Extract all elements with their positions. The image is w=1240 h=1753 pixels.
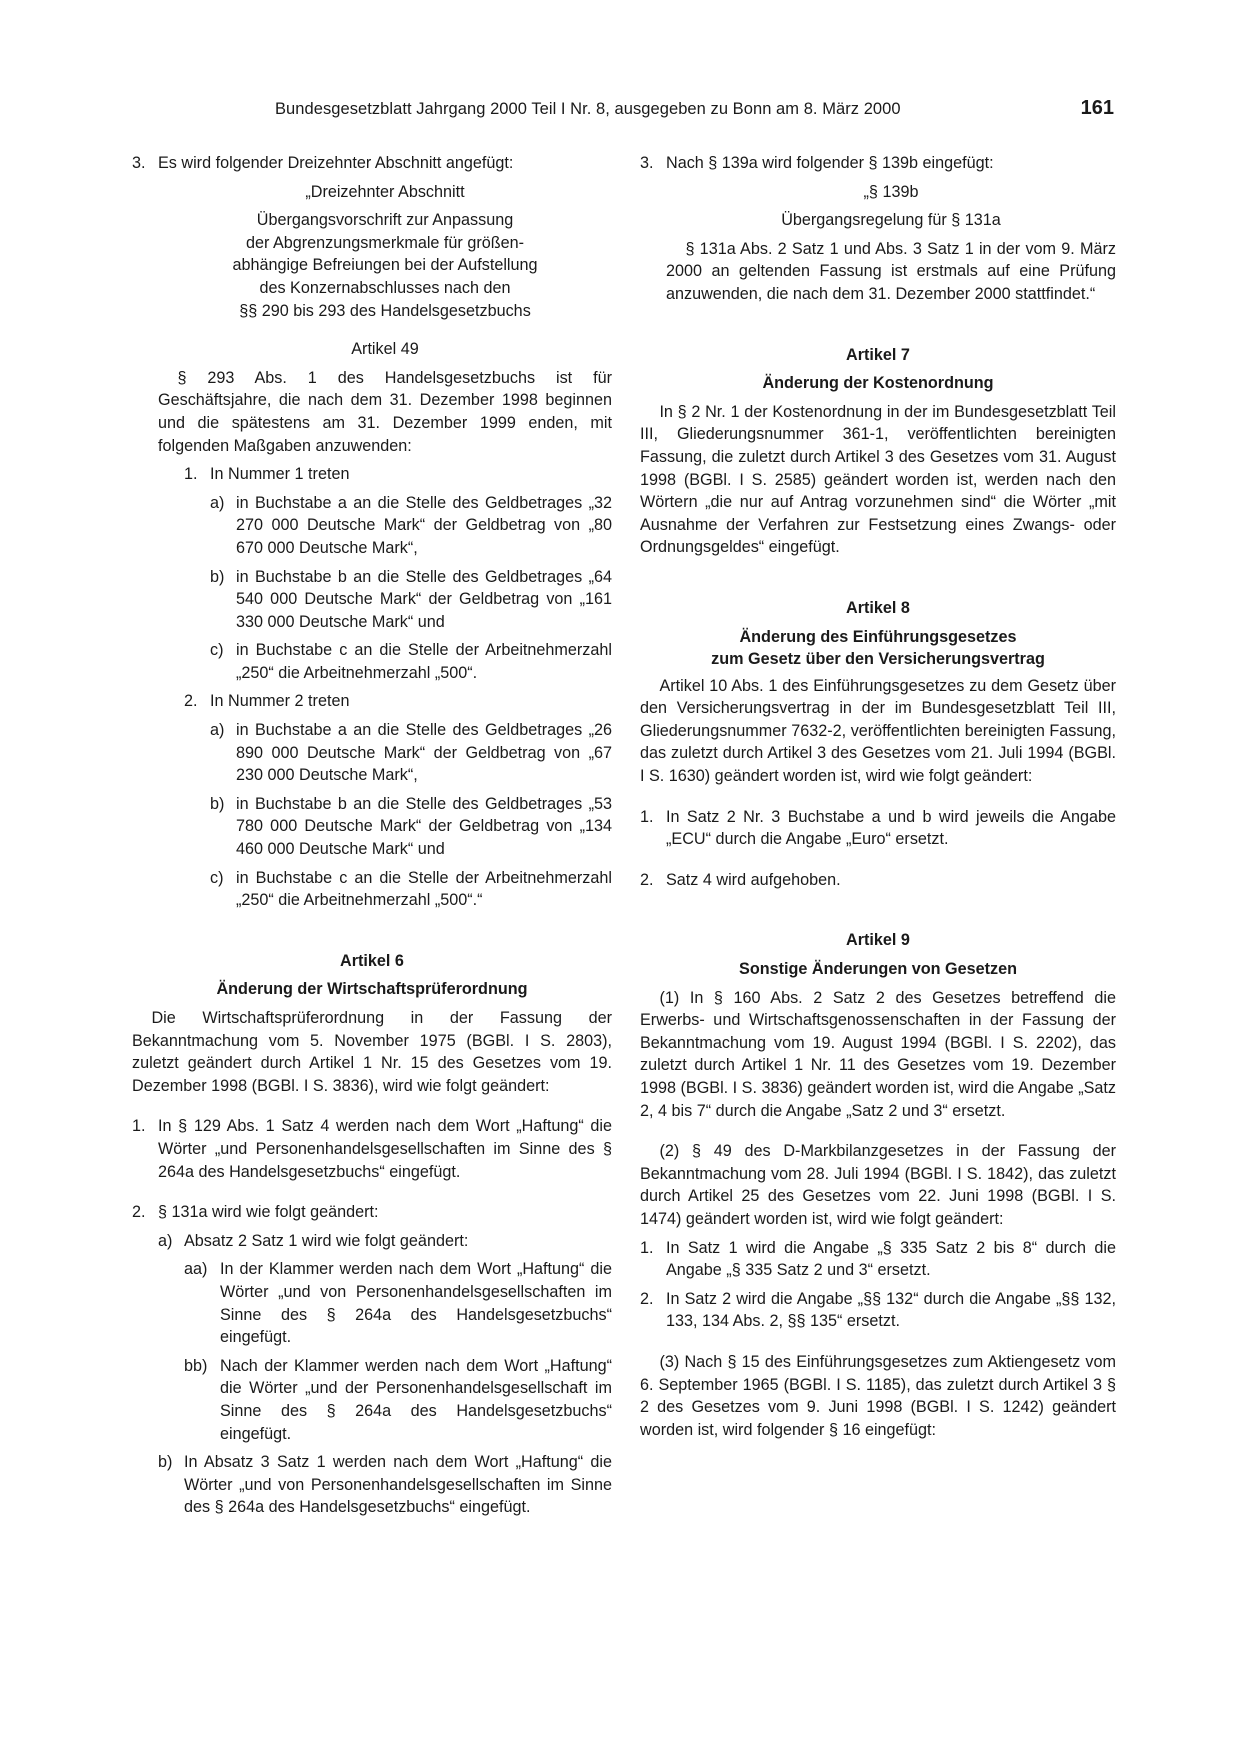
paragraph-title: Übergangsregelung für § 131a xyxy=(781,211,1001,230)
list-item: a) in Buchstabe a an die Stelle des Geldbetrages „32 270 000 Deutsche Mark“ der Geldbetrag von „80 670 000 Deutsche Mark“, xyxy=(210,493,612,557)
list-item: aa) In der Klammer werden nach dem Wort „Haftung“ die Wörter „und von Personenhandelsgesellschaften im Sinne des § 264a des Handelsgesetzbuchs“ eingefügt. xyxy=(184,1260,612,1347)
artikel-8-heading: Artikel 8 xyxy=(846,598,910,617)
running-title: Bundesgesetzblatt Jahrgang 2000 Teil I Nr. 8, ausgegeben zu Bonn am 8. März 2000 xyxy=(275,100,901,118)
list-item: a) in Buchstabe a an die Stelle des Geldbetrages „26 890 000 Deutsche Mark“ der Geldbetrag von „67 230 000 Deutsche Mark“, xyxy=(210,721,612,785)
artikel-6-heading: Artikel 6 xyxy=(340,951,404,970)
artikel-9-title: Sonstige Änderungen von Gesetzen xyxy=(739,960,1017,979)
paragraph-heading: „§ 139b xyxy=(863,182,919,201)
list-item: 2. § 131a wird wie folgt geändert: a) Absatz 2 Satz 1 wird wie folgt geändert: aa) In der Klammer werden nach dem Wort „Haftung“ die Wörter „und von Personenhandelsgesellschaften im Sinne des § 264a des Handelsgesetzbuchs“ eingefügt. bb) Nach der Klammer werden nach dem Wort „Haftung“ die Wörter „und der Personenhandelsgesellschaft im Sinne des § 264a des Handelsgesetzbuchs“ eingefügt. b) In Absatz 3 Satz 1 werden nach dem Wort „Haftung“ die Wörter „und von Personenhandelsgesellschaften im Sinne des § 264a des Handelsgesetzbuchs“ eingefügt. xyxy=(132,1201,612,1519)
section-subtitle: Übergangsvorschrift zur Anpassung der Abgrenzungsmerkmale für größen- abhängige Befreiungen bei der Aufstellung des Konzernabschlusses nach den §§ 290 bis 293 des Handelsgesetzbuchs xyxy=(232,211,538,320)
artikel-heading: Artikel 49 xyxy=(351,340,419,359)
list-item: a) Absatz 2 Satz 1 wird wie folgt geändert: aa) In der Klammer werden nach dem Wort „Haftung“ die Wörter „und von Personenhandelsgesellschaften im Sinne des § 264a des Handelsgesetzbuchs“ eingefügt. bb) Nach der Klammer werden nach dem Wort „Haftung“ die Wörter „und der Personenhandelsgesellschaft im Sinne des § 264a des Handelsgesetzbuchs“ eingefügt. xyxy=(158,1230,612,1445)
artikel-6-title: Änderung der Wirtschaftsprüferordnung xyxy=(216,980,528,999)
artikel-9-heading: Artikel 9 xyxy=(846,931,910,950)
list-item: 3. Es wird folgender Dreizehnter Abschnitt angefügt: „Dreizehnter Abschnitt Übergangsvorschrift zur Anpassung der Abgrenzungsmerkmale für größen- abhängige Befreiungen bei der Aufstellung des Konzernabschlusses nach den §§ 290 bis 293 des Handelsgesetzbuchs Artikel 49 § 293 Abs. 1 des Handelsgesetzbuchs ist für Geschäftsjahre, die nach dem 31. Dezember 1998 beginnen und die spätestens am 31. Dezember 1999 enden, mit folgenden Maßgaben anzuwenden: 1. In Nummer 1 treten a) in Buchstabe a an die Stelle des Geldbetrages „32 270 000 Deutsche Mark“ der Geldbetrag von „80 670 000 Deutsche Mark“, b) in Buchstabe b an die Stelle des Geldbetrages „64 540 000 Deutsche Mark“ der Geldbetrag von „161 330 000 Deutsche Mark“ und c) in Buchstabe c an die Stelle der Arbeitnehmerzahl „250“ die Arbeitnehmerzahl „500“. 2. In Nummer 2 treten a) in Buchstabe a an die Stelle des Geldbetrages „26 890 000 Deutsche Mark“ der Geldbetrag von „67 230 000 Deutsche Mark“, b) in Buchstabe b an die Stelle des Geldbetrages „53 780 000 Deutsche Mark“ der Geldbetrag von „134 460 000 Deutsche Mark“ und c) in Buchstabe c an die Stelle der Arbeitnehmerzahl „250“ die Arbeitnehmerzahl „500“.“ xyxy=(132,152,612,912)
list-item: 2. In Satz 2 wird die Angabe „§§ 132“ durch die Angabe „§§ 132, 133, 134 Abs. 2, §§ 135“ ersetzt. xyxy=(640,1289,1116,1331)
page-number: 161 xyxy=(1080,97,1114,119)
artikel-8-title: Änderung des Einführungsgesetzes zum Gesetz über den Versicherungsvertrag xyxy=(711,627,1045,669)
paragraph-text: § 131a Abs. 2 Satz 1 und Abs. 3 Satz 1 in der vom 9. März 2000 an geltenden Fassung ist erstmals auf eine Prüfung anzuwenden, die nach dem 31. Dezember 2000 stattfindet.“ xyxy=(666,239,1116,303)
list-item: 2. Satz 4 wird aufgehoben. xyxy=(640,870,841,889)
list-item: c) in Buchstabe c an die Stelle der Arbeitnehmerzahl „250“ die Arbeitnehmerzahl „500“.“ xyxy=(210,868,612,910)
list-item: 1. In § 129 Abs. 1 Satz 4 werden nach dem Wort „Haftung“ die Wörter „und Personenhandelsgesellschaften im Sinne des § 264a des Handelsgesetzbuchs“ eingefügt. xyxy=(132,1117,612,1181)
list-item: bb) Nach der Klammer werden nach dem Wort „Haftung“ die Wörter „und der Personenhandelsgesellschaft im Sinne des § 264a des Handelsgesetzbuchs“ eingefügt. xyxy=(184,1356,612,1443)
list-item: 1. In Satz 1 wird die Angabe „§ 335 Satz 2 bis 8“ durch die Angabe „§ 335 Satz 2 und 3“ ersetzt. xyxy=(640,1238,1116,1280)
list-item: 1. In Nummer 1 treten a) in Buchstabe a an die Stelle des Geldbetrages „32 270 000 Deutsche Mark“ der Geldbetrag von „80 670 000 Deutsche Mark“, b) in Buchstabe b an die Stelle des Geldbetrages „64 540 000 Deutsche Mark“ der Geldbetrag von „161 330 000 Deutsche Mark“ und c) in Buchstabe c an die Stelle der Arbeitnehmerzahl „250“ die Arbeitnehmerzahl „500“. xyxy=(184,463,612,684)
list-item: 1. In Satz 2 Nr. 3 Buchstabe a und b wird jeweils die Angabe „ECU“ durch die Angabe „Euro“ ersetzt. xyxy=(640,807,1116,849)
item-text: Es wird folgender Dreizehnter Abschnitt angefügt: xyxy=(158,154,514,172)
list-item: b) in Buchstabe b an die Stelle des Geldbetrages „64 540 000 Deutsche Mark“ der Geldbetrag von „161 330 000 Deutsche Mark“ und xyxy=(210,567,612,631)
artikel-9-para-2: (2) § 49 des D-Markbilanzgesetzes in der Fassung der Bekanntmachung vom 28. Juli 1994 (BGBl. I S. 1842), das zuletzt durch Artikel 25 des Gesetzes vom 22. Juni 1998 (BGBl. I S. 1474) geändert worden ist, wird wie folgt geändert: xyxy=(640,1142,1116,1228)
list-item: 2. In Nummer 2 treten a) in Buchstabe a an die Stelle des Geldbetrages „26 890 000 Deutsche Mark“ der Geldbetrag von „67 230 000 Deutsche Mark“, b) in Buchstabe b an die Stelle des Geldbetrages „53 780 000 Deutsche Mark“ der Geldbetrag von „134 460 000 Deutsche Mark“ und c) in Buchstabe c an die Stelle der Arbeitnehmerzahl „250“ die Arbeitnehmerzahl „500“.“ xyxy=(184,690,612,911)
artikel-7-text: In § 2 Nr. 1 der Kostenordnung in der im Bundesgesetzblatt Teil III, Gliederungsnummer 361-1, veröffentlichten bereinigten Fassung, die zuletzt durch Artikel 3 des Gesetzes vom 31. August 1998 (BGBl. I S. 2585) geändert worden ist, werden nach den Wörtern „die nur auf Antrag vorzunehmen sind“ die Wörter „mit Ausnahme der Verfahren zur Festsetzung eines Zwangs- oder Ordnungsgeldes“ eingefügt. xyxy=(640,402,1116,557)
artikel-6-intro: Die Wirtschaftsprüferordnung in der Fassung der Bekanntmachung vom 5. November 1975 (BGBl. I S. 2803), zuletzt geändert durch Artikel 1 Nr. 15 des Gesetzes vom 19. Dezember 1998 (BGBl. I S. 3836), wird wie folgt geändert: xyxy=(132,1009,612,1095)
list-item: c) in Buchstabe c an die Stelle der Arbeitnehmerzahl „250“ die Arbeitnehmerzahl „500“. xyxy=(210,641,612,682)
list-item: b) In Absatz 3 Satz 1 werden nach dem Wort „Haftung“ die Wörter „und von Personenhandelsgesellschaften im Sinne des § 264a des Handelsgesetzbuchs“ eingefügt. xyxy=(158,1453,612,1517)
artikel-intro: § 293 Abs. 1 des Handelsgesetzbuchs ist für Geschäftsjahre, die nach dem 31. Dezember 1998 beginnen und die spätestens am 31. Dezember 1999 enden, mit folgenden Maßgaben anzuwenden: xyxy=(158,368,612,455)
artikel-9-para-1: (1) In § 160 Abs. 2 Satz 2 des Gesetzes betreffend die Erwerbs- und Wirtschaftsgenossenschaften in der Fassung der Bekanntmachung vom 19. August 1994 (BGBl. I S. 2202), das zuletzt durch Artikel 1 Nr. 11 des Gesetzes vom 19. Dezember 1998 (BGBl. I S. 3836) geändert worden ist, wird die Angabe „Satz 2, 4 bis 7“ durch die Angabe „Satz 2 und 3“ ersetzt. xyxy=(640,988,1117,1120)
list-item: 3. Nach § 139a wird folgender § 139b eingefügt: „§ 139b Übergangsregelung für § 131a § 131a Abs. 2 Satz 1 und Abs. 3 Satz 1 in der vom 9. März 2000 an geltenden Fassung ist erstmals auf eine Prüfung anzuwenden, die nach dem 31. Dezember 2000 stattfindet.“ xyxy=(640,152,1116,306)
artikel-9-para-3: (3) Nach § 15 des Einführungsgesetzes zum Aktiengesetz vom 6. September 1965 (BGBl. I S. 1185), das zuletzt durch Artikel 3 § 2 des Gesetzes vom 9. Juni 1998 (BGBl. I S. 1242) geändert worden ist, wird folgender § 16 eingefügt: xyxy=(640,1352,1116,1439)
list-item: b) in Buchstabe b an die Stelle des Geldbetrages „53 780 000 Deutsche Mark“ der Geldbetrag von „134 460 000 Deutsche Mark“ und xyxy=(210,794,612,859)
page-header xyxy=(132,97,1114,126)
right-column xyxy=(640,152,1116,1441)
left-column xyxy=(132,152,612,1519)
section-title: „Dreizehnter Abschnitt xyxy=(305,182,465,201)
artikel-8-intro: Artikel 10 Abs. 1 des Einführungsgesetzes zu dem Gesetz über den Versicherungsvertrag in der im Bundesgesetzblatt Teil III, Gliederungsnummer 7632-2, veröffentlichten bereinigten Fassung, das zuletzt durch Artikel 3 des Gesetzes vom 21. Juli 1994 (BGBl. I S. 1630) geändert worden ist, wird wie folgt geändert: xyxy=(640,676,1116,786)
artikel-7-title: Änderung der Kostenordnung xyxy=(762,374,994,393)
artikel-7-heading: Artikel 7 xyxy=(846,345,910,364)
